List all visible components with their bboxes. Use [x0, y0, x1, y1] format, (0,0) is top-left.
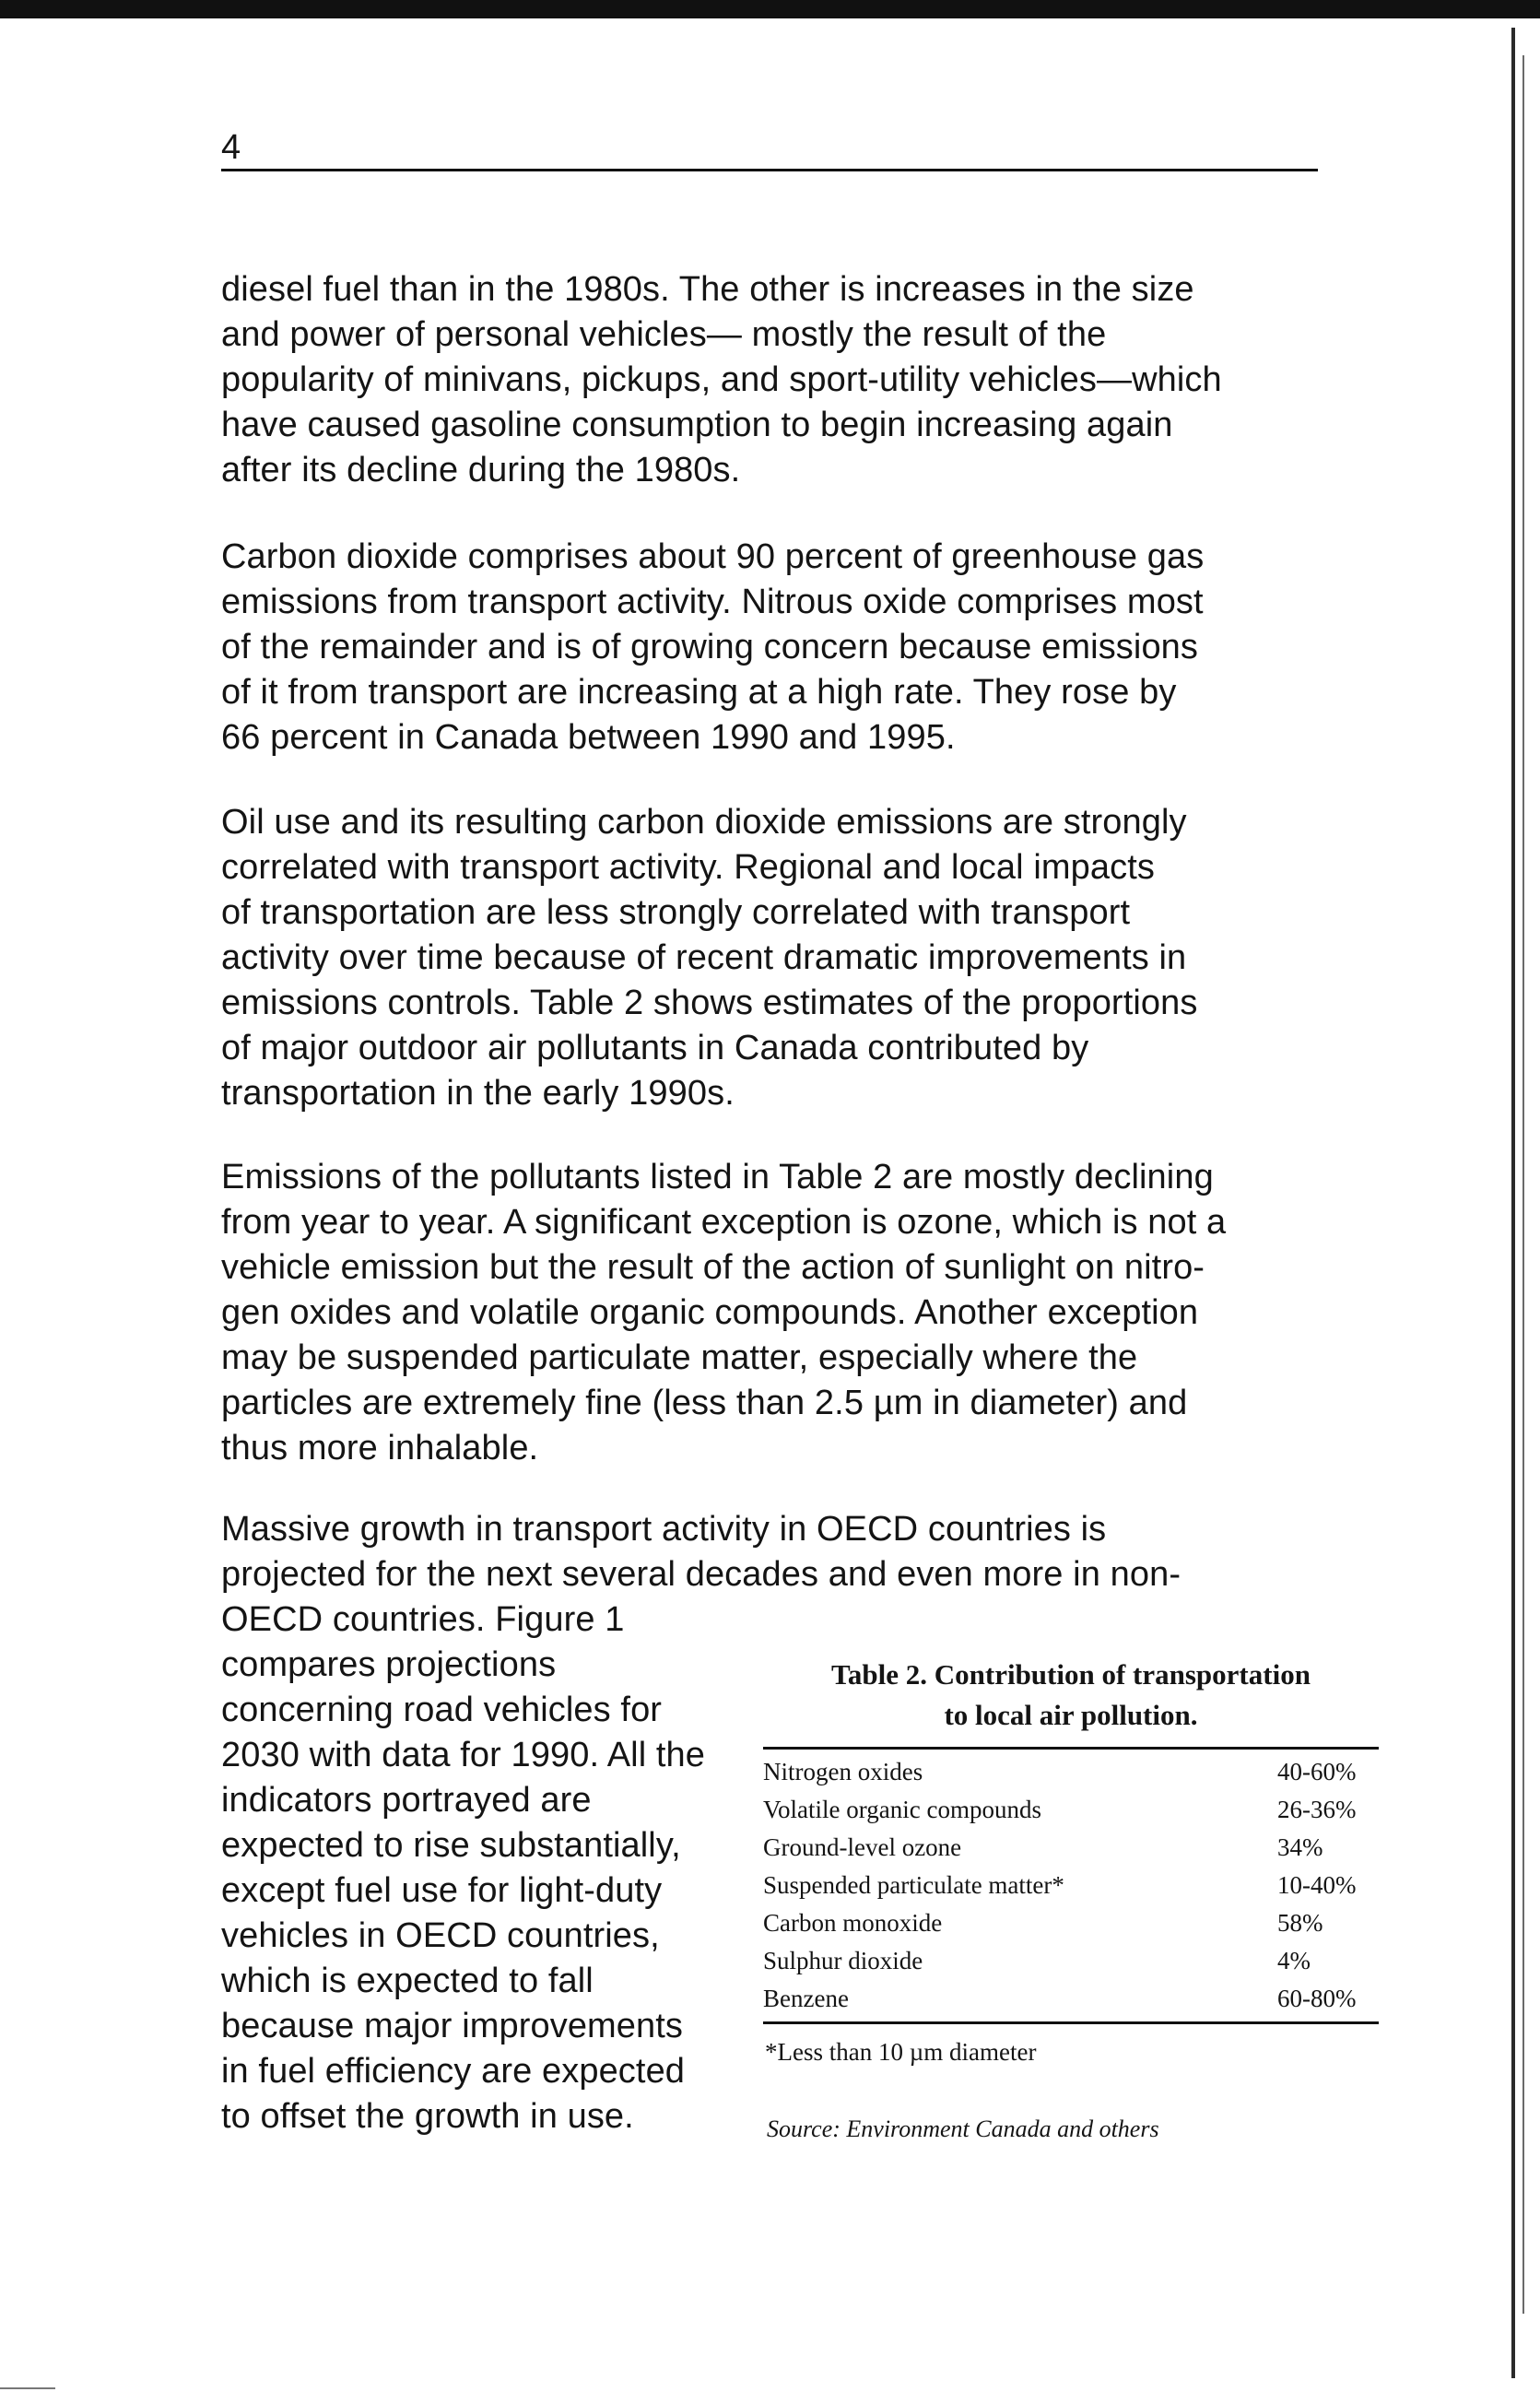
pollutant-name: Sulphur dioxide: [763, 1947, 923, 1974]
text-line: from year to year. A significant exception is ozone, which is not a: [221, 1203, 1227, 1242]
text-line: diesel fuel than in the 1980s. The other is increases in the size: [221, 270, 1194, 309]
text-line: have caused gasoline consumption to begin increasing again: [221, 406, 1173, 444]
text-line: may be suspended particulate matter, especially where the: [221, 1338, 1138, 1377]
table-row: [763, 1980, 1379, 2018]
pollutant-name: Suspended particulate matter*: [763, 1871, 1064, 1899]
table-row: [763, 1942, 1379, 1980]
scan-top-edge: [0, 0, 1540, 18]
text-line: in fuel efficiency are expected: [221, 2052, 686, 2091]
table-top-rule: [763, 1747, 1379, 1750]
text-line: emissions controls. Table 2 shows estimates of the proportions: [221, 984, 1198, 1022]
table-row: [763, 1867, 1379, 1904]
paragraph-2: [221, 535, 1346, 760]
text-line: except fuel use for light-duty: [221, 1871, 663, 1910]
text-line: 2030 with data for 1990. All the: [221, 1736, 706, 1774]
pollutant-name: Ground-level ozone: [763, 1833, 962, 1861]
text-line: particles are extremely fine (less than 2.5 µm in diameter) and: [221, 1384, 1188, 1422]
text-line: 66 percent in Canada between 1990 and 1995.: [221, 718, 956, 757]
pollutant-share: 58%: [1277, 1909, 1323, 1937]
text-line: correlated with transport activity. Regional and local impacts: [221, 848, 1155, 887]
text-line: Oil use and its resulting carbon dioxide emissions are strongly: [221, 803, 1187, 842]
text-line: activity over time because of recent dramatic improvements in: [221, 938, 1187, 977]
text-line: after its decline during the 1980s.: [221, 451, 741, 489]
text-line: OECD countries. Figure 1: [221, 1600, 625, 1639]
text-line: of it from transport are increasing at a high rate. They rose by: [221, 673, 1177, 712]
pollutant-share: 40-60%: [1277, 1758, 1357, 1785]
text-line: thus more inhalable.: [221, 1429, 539, 1467]
text-line: of the remainder and is of growing concern because emissions: [221, 628, 1199, 666]
scan-right-edge: [1511, 28, 1515, 2378]
pollutant-table: [763, 1753, 1379, 2018]
pollutant-name: Benzene: [763, 1985, 849, 2012]
table-title: [763, 1655, 1379, 1736]
pollutant-share: 26-36%: [1277, 1796, 1357, 1823]
text-line: Massive growth in transport activity in OECD countries is: [221, 1510, 1107, 1549]
table-row: [763, 1791, 1379, 1829]
text-line: transportation in the early 1990s.: [221, 1074, 735, 1113]
pollutant-name: Nitrogen oxides: [763, 1758, 923, 1785]
text-line: of transportation are less strongly correlated with transport: [221, 893, 1131, 932]
text-line: projected for the next several decades and even more in non-: [221, 1555, 1181, 1594]
table-footnote: *Less than 10 µm diameter: [765, 2038, 1037, 2066]
text-line: of major outdoor air pollutants in Canada contributed by: [221, 1029, 1089, 1067]
pollutant-share: 34%: [1277, 1833, 1323, 1861]
paragraph-3: [221, 800, 1346, 1116]
scan-right-edge-shadow: [1522, 55, 1524, 2314]
text-line: and power of personal vehicles— mostly the result of the: [221, 315, 1107, 354]
pollutant-share: 60-80%: [1277, 1985, 1357, 2012]
table-2: [763, 1655, 1379, 2148]
table-source: Source: Environment Canada and others: [767, 2115, 1159, 2142]
text-line: emissions from transport activity. Nitrous oxide comprises most: [221, 583, 1204, 621]
table-row: [763, 1829, 1379, 1867]
text-line: expected to rise substantially,: [221, 1826, 681, 1865]
text-line: vehicles in OECD countries,: [221, 1916, 660, 1955]
scan-bottom-mark: [0, 2387, 55, 2389]
paragraph-1: [221, 267, 1346, 493]
text-line: Carbon dioxide comprises about 90 percent of greenhouse gas: [221, 537, 1205, 576]
header-rule: [221, 169, 1318, 171]
text-line: because major improvements: [221, 2007, 684, 2045]
paragraph-4: [221, 1155, 1346, 1471]
text-line: Emissions of the pollutants listed in Table 2 are mostly declining: [221, 1158, 1214, 1196]
text-line: which is expected to fall: [221, 1962, 594, 2000]
table-row: [763, 1904, 1379, 1942]
table-title-line: to local air pollution.: [944, 1699, 1198, 1731]
text-line: vehicle emission but the result of the action of sunlight on nitro-: [221, 1248, 1205, 1287]
page-number: 4: [221, 128, 241, 167]
pollutant-share: 4%: [1277, 1947, 1311, 1974]
text-line: indicators portrayed are: [221, 1781, 592, 1820]
pollutant-share: 10-40%: [1277, 1871, 1357, 1899]
text-line: compares projections: [221, 1645, 557, 1684]
pollutant-name: Carbon monoxide: [763, 1909, 943, 1937]
table-row: [763, 1753, 1379, 1791]
text-line: gen oxides and volatile organic compounds. Another exception: [221, 1293, 1199, 1332]
table-bottom-rule: [763, 2021, 1379, 2024]
table-title-line: Table 2. Contribution of transportation: [831, 1658, 1311, 1691]
text-line: to offset the growth in use.: [221, 2097, 634, 2136]
text-line: concerning road vehicles for: [221, 1691, 663, 1729]
text-line: popularity of minivans, pickups, and sport-utility vehicles—which: [221, 360, 1222, 399]
pollutant-name: Volatile organic compounds: [763, 1796, 1041, 1823]
